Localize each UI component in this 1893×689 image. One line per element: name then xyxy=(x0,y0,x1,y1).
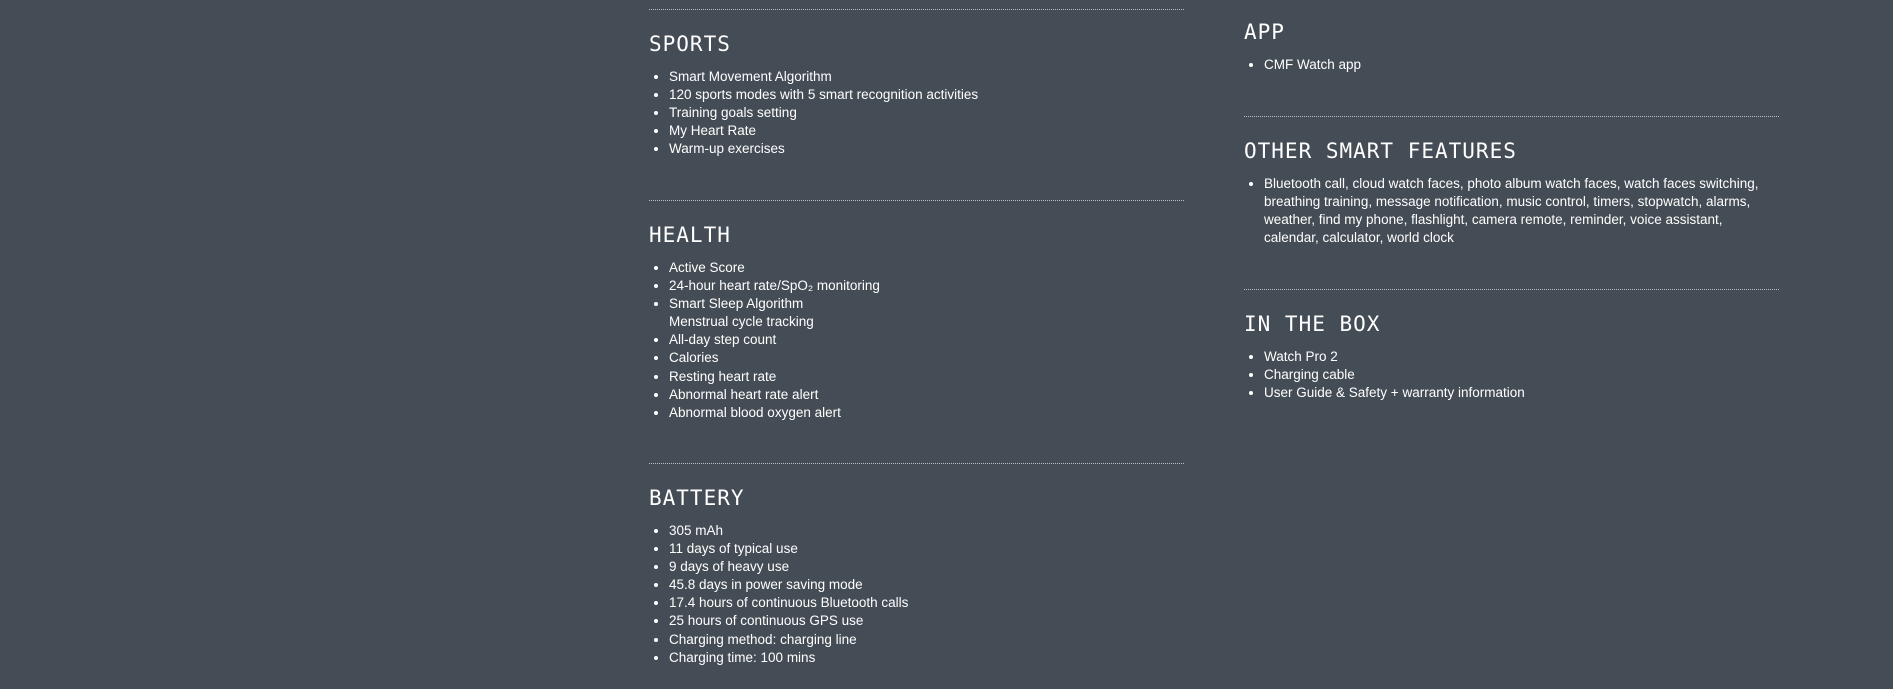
list-item: • Calories xyxy=(669,349,1184,367)
list-item-line: • Smart Sleep Algorithm xyxy=(669,296,804,312)
list-item: • Training goals setting xyxy=(669,104,1184,122)
section-divider xyxy=(1244,116,1779,117)
list-item: • All-day step count xyxy=(669,331,1184,349)
section-title-other-smart-features: OTHER SMART FEATURES xyxy=(1244,139,1517,163)
section-in-the-box xyxy=(1244,289,1779,402)
section-divider xyxy=(649,9,1184,10)
list-item: • 305 mAh xyxy=(669,522,1184,540)
list-item: • Bluetooth call, cloud watch faces, photo album watch faces, watch faces switching, breathing training, message notification, music control, timers, stopwatch, alarms, weather, find my phone, flashlight, camera remote, reminder, voice assistant, calendar, calculator, world clock xyxy=(1264,175,1779,247)
in-the-box-list xyxy=(1244,348,1779,402)
health-list xyxy=(649,259,1184,422)
list-item-line: Menstrual cycle tracking xyxy=(669,314,814,330)
section-divider xyxy=(649,200,1184,201)
list-item: • Charging method: charging line xyxy=(669,631,1184,649)
list-item: • 45.8 days in power saving mode xyxy=(669,576,1184,594)
section-title-app: APP xyxy=(1244,20,1285,44)
section-divider xyxy=(1244,289,1779,290)
battery-list xyxy=(649,522,1184,667)
list-item: • 25 hours of continuous GPS use xyxy=(669,612,1184,630)
app-list xyxy=(1244,56,1779,74)
section-health xyxy=(649,200,1184,422)
list-item: • Resting heart rate xyxy=(669,368,1184,386)
section-app xyxy=(1244,0,1779,74)
list-item: • Smart Movement Algorithm xyxy=(669,68,1184,86)
list-item: • User Guide & Safety + warranty information xyxy=(1264,384,1779,402)
list-item: • 120 sports modes with 5 smart recognition activities xyxy=(669,86,1184,104)
list-item xyxy=(669,295,1184,331)
section-title-health: HEALTH xyxy=(649,223,731,247)
list-item: • Watch Pro 2 xyxy=(1264,348,1779,366)
list-item: • 24-hour heart rate/SpO₂ monitoring xyxy=(669,277,1184,295)
list-item: • Charging time: 100 mins xyxy=(669,649,1184,667)
list-item: • 9 days of heavy use xyxy=(669,558,1184,576)
section-sports xyxy=(649,9,1184,158)
sports-list xyxy=(649,68,1184,158)
list-item: • 11 days of typical use xyxy=(669,540,1184,558)
list-item: • My Heart Rate xyxy=(669,122,1184,140)
list-item: • Warm-up exercises xyxy=(669,140,1184,158)
list-item: • 17.4 hours of continuous Bluetooth calls xyxy=(669,594,1184,612)
section-battery xyxy=(649,463,1184,667)
list-item: • Active Score xyxy=(669,259,1184,277)
section-title-in-the-box: IN THE BOX xyxy=(1244,312,1381,336)
list-item: • Charging cable xyxy=(1264,366,1779,384)
other-smart-features-list xyxy=(1244,175,1779,247)
section-divider xyxy=(649,463,1184,464)
section-title-battery: BATTERY xyxy=(649,486,745,510)
section-other-smart-features xyxy=(1244,116,1779,247)
list-item: • CMF Watch app xyxy=(1264,56,1779,74)
list-item: • Abnormal heart rate alert xyxy=(669,386,1184,404)
list-item: • Abnormal blood oxygen alert xyxy=(669,404,1184,422)
section-title-sports: SPORTS xyxy=(649,32,731,56)
